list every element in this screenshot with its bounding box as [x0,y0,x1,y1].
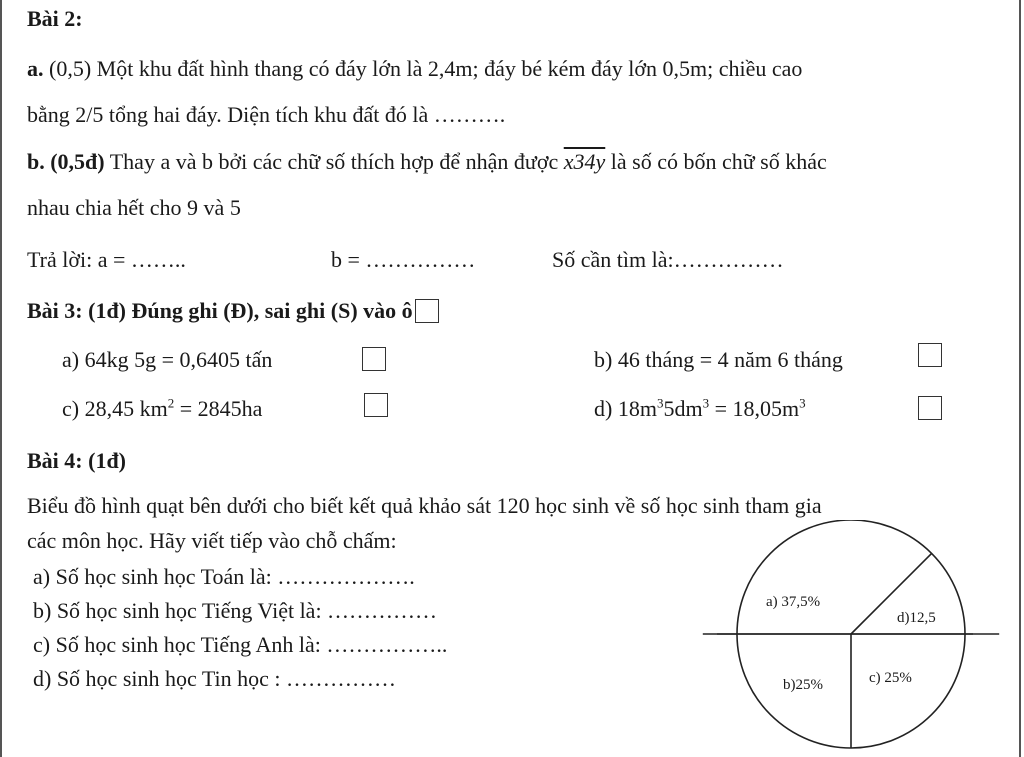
bai2-b-text: Thay a và b bởi các chữ số thích hợp để nhận được [109,149,559,174]
answer-box-c[interactable] [364,393,388,417]
bai2-a-label: a. [27,56,44,81]
pie-label-0: a) 37,5% [766,594,821,610]
bai2-a-line2: bằng 2/5 tổng hai đáy. Diện tích khu đất đó là ………. [27,102,506,127]
bai2-b-label: b. (0,5đ) [27,149,105,174]
bai2-a-text: (0,5) Một khu đất hình thang có đáy lớn là 2,4m; đáy bé kém đáy lớn 0,5m; chiều cao [49,56,803,81]
bai2-b-text-after: là số có bốn chữ số khác [610,149,827,174]
bai3-item-c-pre: c) 28,45 km [62,396,168,421]
bai2-b-line1 [27,151,827,173]
bai2-b-line2: nhau chia hết cho 9 và 5 [27,195,241,220]
bai2-answer-number: Số cần tìm là:…………… [552,247,784,272]
pie-label-3: b)25% [783,677,823,693]
bai3-title [27,300,439,325]
bai2-b-number: x34y [563,149,606,174]
pie-chart [700,520,1010,757]
bai3-item-a: a) 64kg 5g = 0,6405 tấn [62,347,273,372]
bai4-question-d: d) Số học sinh học Tin học : …………… [33,666,397,691]
bai3-item-d-sup2: 3 [702,395,710,411]
bai2-answer-a: Trả lời: a = …….. [27,247,186,272]
bai4-question-b: b) Số học sinh học Tiếng Việt là: …………… [33,598,438,623]
answer-box-sample [415,299,439,323]
bai4-title: Bài 4: (1đ) [27,448,126,473]
bai3-item-c [62,395,263,421]
bai4-line2: các môn học. Hãy viết tiếp vào chỗ chấm: [27,528,397,553]
bai3-item-b: b) 46 tháng = 4 năm 6 tháng [594,347,843,372]
bai2-a-line1 [27,58,802,80]
bai4-line1: Biểu đồ hình quạt bên dưới cho biết kết quả khảo sát 120 học sinh về số học sinh tham gia [27,493,822,518]
bai3-item-d-sup3: 3 [799,395,806,411]
answer-box-d[interactable] [918,396,942,420]
bai3-item-d-mid: 5dm [663,396,703,421]
answer-box-a[interactable] [362,347,386,371]
bai4-question-c: c) Số học sinh học Tiếng Anh là: …………….. [33,632,448,657]
bai3-item-c-sup: 2 [167,395,175,411]
bai3-item-d-mid2: = 18,05m [709,396,800,421]
bai4-question-a: a) Số học sinh học Toán là: ………………. [33,564,415,589]
bai2-title: Bài 2: [27,6,83,31]
bai2-answer-b: b = …………… [331,247,476,272]
pie-label-1: d)12,5 [897,610,936,626]
answer-box-b[interactable] [918,343,942,367]
bai3-title-text: Bài 3: (1đ) Đúng ghi (Đ), sai ghi (S) vào ô [27,298,413,323]
bai3-item-d-pre: d) 18m [594,396,657,421]
bai3-item-d-sup1: 3 [656,395,664,411]
pie-label-2: c) 25% [869,670,912,686]
bai3-item-c-post: = 2845ha [174,396,263,421]
bai3-item-d [594,395,806,421]
